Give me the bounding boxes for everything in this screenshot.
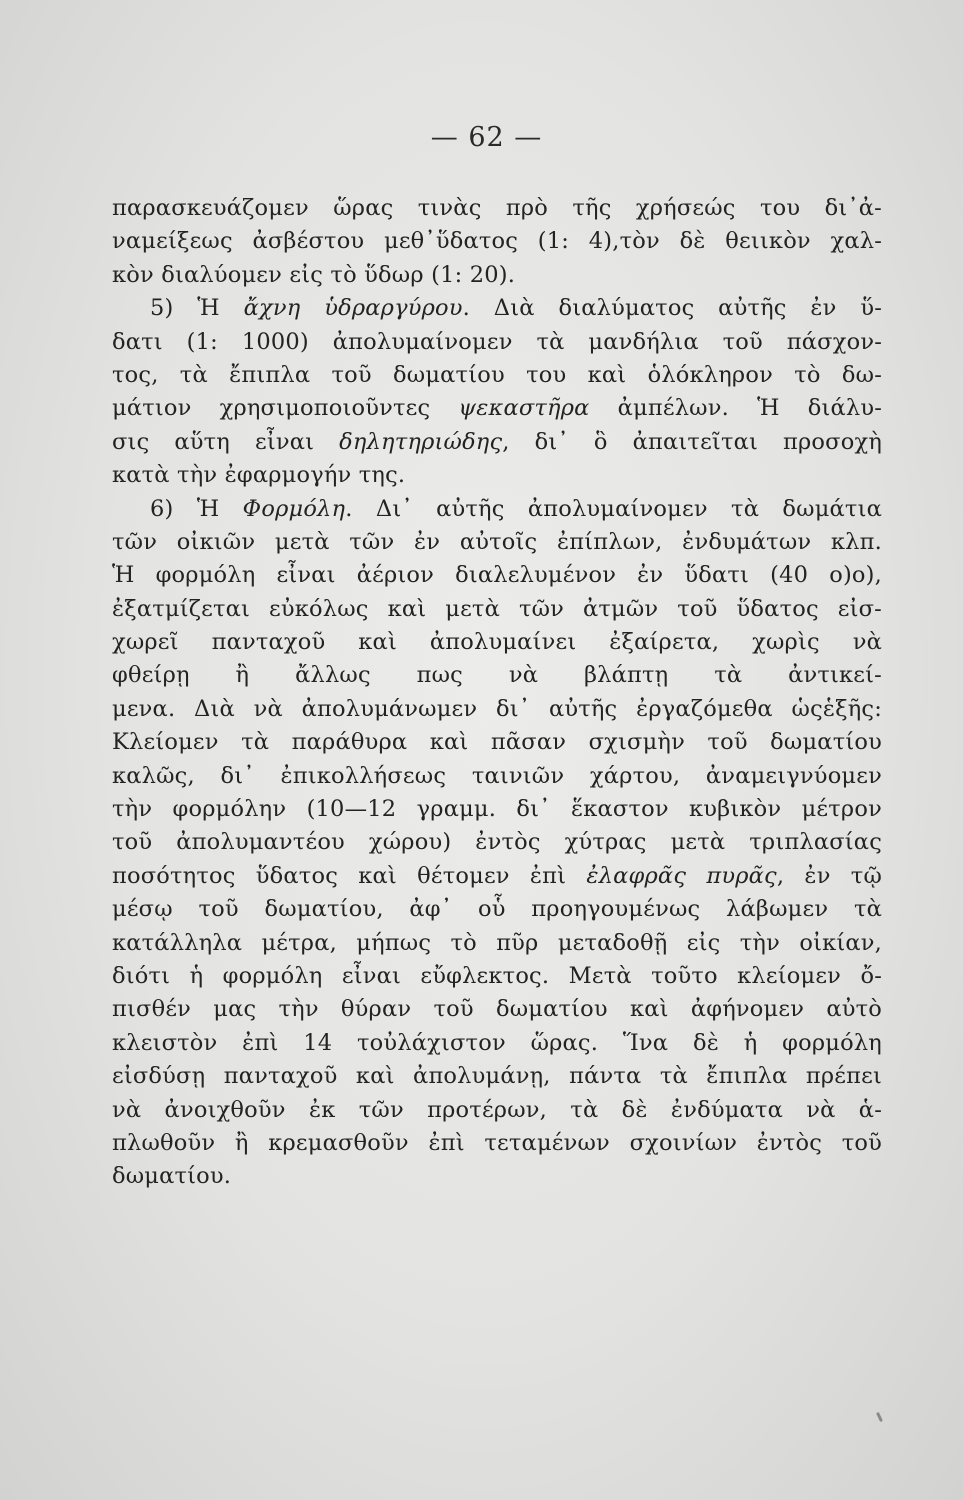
text-line: φθείρῃ ἢ ἄλλως πως νὰ βλάπτῃ τὰ ἀντικεί-	[112, 662, 882, 689]
text-line: τος, τὰ ἔπιπλα τοῦ δωματίου του καὶ ὁλόκληρον τὸ δω-	[112, 361, 882, 388]
text-line: νὰ ἀνοιχθοῦν ἐκ τῶν προτέρων, τὰ δὲ ἐνδύματα νὰ ἁ-	[112, 1096, 882, 1123]
text-line: πλωθοῦν ἢ κρεμασθοῦν ἐπὶ τεταμένων σχοινίων ἐντὸς τοῦ	[112, 1129, 882, 1156]
body-text	[112, 192, 882, 1194]
text-line: παρασκευάζομεν ὥρας τινὰς πρὸ τῆς χρήσεώς του δι᾽ἀ-	[112, 195, 882, 221]
text-line: κὸν διαλύομεν εἰς τὸ ὕδωρ (1: 20).	[112, 261, 516, 288]
paper-speck	[876, 1412, 883, 1422]
page-number: — 62 —	[430, 122, 543, 153]
term-italic: ψεκαστῆρα	[458, 395, 590, 422]
text-line: Ἡ φορμόλη εἶναι ἀέριον διαλελυμένον ἐν ὕδατι (40 ο)ο),	[112, 562, 882, 589]
text-line: τῶν οἰκιῶν μετὰ τῶν ἐν αὐτοῖς ἐπίπλων, ἐνδυμάτων κλπ.	[112, 528, 882, 555]
text-line: σις αὕτη εἶναι δηλητηριώδης, δι᾽ ὃ ἀπαιτεῖται προσοχὴ	[112, 428, 882, 455]
text-line: κατὰ τὴν ἐφαρμογήν της.	[112, 462, 406, 489]
term-italic: ἄχνη ὑδραργύρου	[243, 295, 463, 322]
text-line: δατι (1: 1000) ἀπολυμαίνομεν τὰ μανδήλια τοῦ πάσχον-	[112, 328, 882, 355]
text-line: διότι ἡ φορμόλη εἶναι εὔφλεκτος. Μετὰ τοῦτο κλείομεν ὄ-	[112, 962, 882, 989]
text-line: κλειστὸν ἐπὶ 14 τοὐλάχιστον ὥρας. Ἵνα δὲ ἡ φορμόλη	[112, 1029, 882, 1056]
text-line: μενα. Διὰ νὰ ἀπολυμάνωμεν δι᾽ αὐτῆς ἐργαζόμεθα ὡςἑξῆς:	[112, 695, 882, 722]
text-line: χωρεῖ πανταχοῦ καὶ ἀπολυμαίνει ἐξαίρετα, χωρὶς νὰ	[112, 629, 882, 656]
text-line: ἐξατμίζεται εὐκόλως καὶ μετὰ τῶν ἀτμῶν τοῦ ὕδατος εἰσ-	[112, 595, 882, 622]
text-line: εἰσδύσῃ πανταχοῦ καὶ ἀπολυμάνῃ, πάντα τὰ ἔπιπλα πρέπει	[112, 1063, 882, 1090]
text-line: καλῶς, δι᾽ ἐπικολλήσεως ταινιῶν χάρτου, ἀναμειγνύομεν	[112, 762, 882, 789]
text-line: 5) Ἡ ἄχνη ὑδραργύρου. Διὰ διαλύματος αὐτῆς ἐν ὕ-	[150, 295, 882, 322]
text-line: ποσότητος ὕδατος καὶ θέτομεν ἐπὶ ἐλαφρᾶς πυρᾶς, ἐν τῷ	[112, 862, 882, 889]
text-line: κατάλληλα μέτρα, μήπως τὸ πῦρ μεταδοθῇ εἰς τὴν οἰκίαν,	[112, 929, 882, 956]
text-line: δωματίου.	[112, 1163, 232, 1190]
term-italic: δηλητηριώδης	[339, 428, 503, 455]
text-line: πισθέν μας τὴν θύραν τοῦ δωματίου καὶ ἀφήνομεν αὐτὸ	[112, 996, 882, 1023]
text-line: ναμείξεως ἀσβέστου μεθ᾽ὕδατος (1: 4),τὸν δὲ θειικὸν χαλ-	[112, 228, 882, 255]
text-line: τὴν φορμόλην (10—12 γραμμ. δι᾽ ἕκαστον κυβικὸν μέτρον	[112, 796, 882, 823]
text-line: μέσῳ τοῦ δωματίου, ἀφ᾽ οὗ προηγουμένως λάβωμεν τὰ	[112, 896, 882, 923]
term-italic: Φορμόλη	[242, 495, 346, 522]
text-line: 6) Ἡ Φορμόλη. Δι᾽ αὐτῆς ἀπολυμαίνομεν τὰ δωμάτια	[150, 495, 882, 522]
text-line: τοῦ ἀπολυμαντέου χώρου) ἐντὸς χύτρας μετὰ τριπλασίας	[112, 829, 882, 856]
text-line: Κλείομεν τὰ παράθυρα καὶ πᾶσαν σχισμὴν τοῦ δωματίου	[112, 729, 882, 756]
term-italic: ἐλαφρᾶς πυρᾶς	[586, 862, 777, 889]
text-line: μάτιον χρησιμοποιοῦντες ψεκαστῆρα ἀμπέλων. Ἡ διάλυ-	[112, 395, 882, 422]
